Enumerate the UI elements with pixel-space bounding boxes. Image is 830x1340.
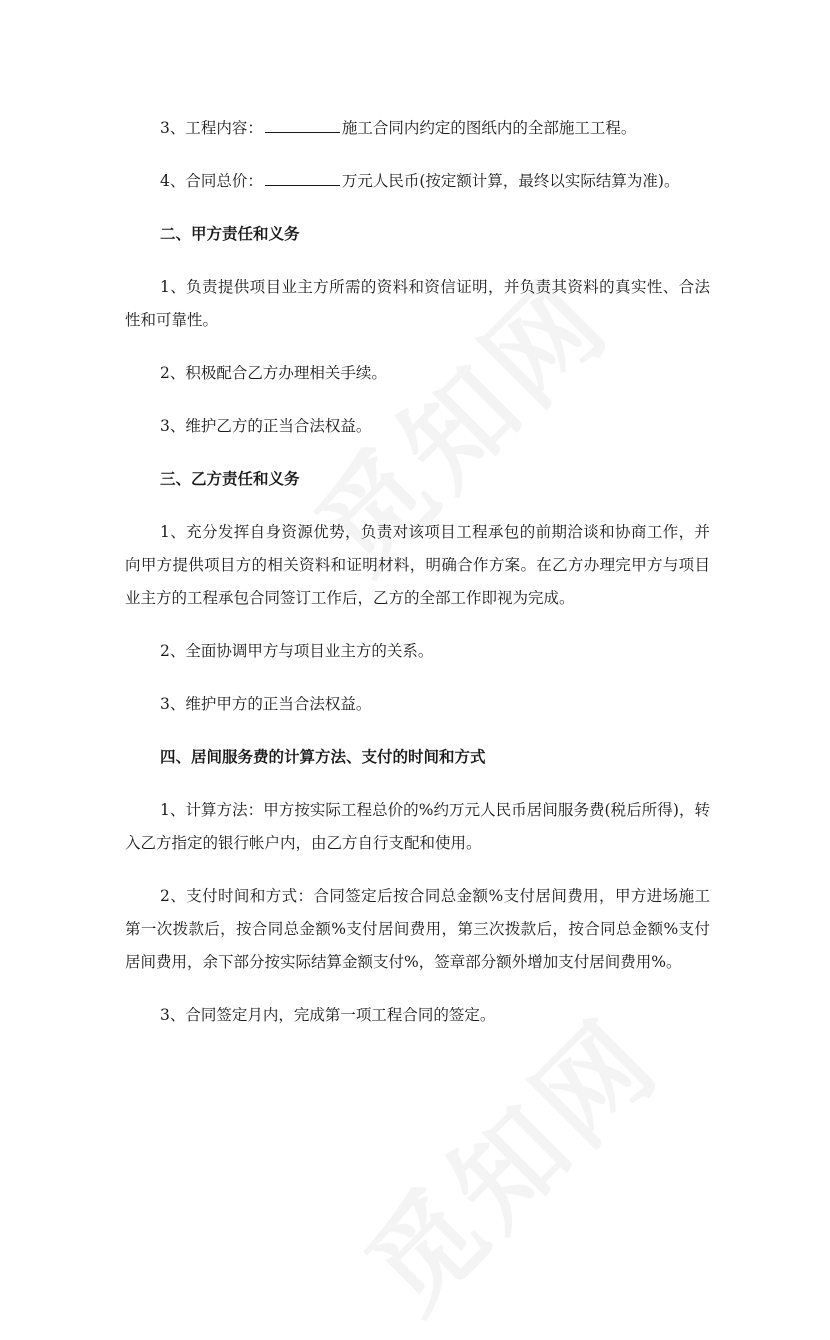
paragraph: 2、全面协调甲方与项目业主方的关系。 (160, 642, 434, 660)
paragraph: 3、维护甲方的正当合法权益。 (160, 695, 372, 713)
document-body (125, 112, 710, 1032)
contract-item-4: 4、合同总价： 万元人民币(按定额计算，最终以实际结算为准)。 (125, 165, 710, 198)
watermark (326, 978, 688, 1340)
fill-blank (265, 114, 340, 133)
paragraph: 1、负责提供项目业主方所需的资料和资信证明，并负责其资料的真实性、合法性和可靠性。 (125, 278, 710, 329)
paragraph: 3、合同签定月内，完成第一项工程合同的签定。 (160, 1006, 496, 1024)
fill-blank (265, 167, 340, 186)
paragraph: 2、支付时间和方式：合同签定后按合同总金额%支付居间费用，甲方进场施工第一次拨款后，按合同总金额%支付居间费用，第三次拨款后，按合同总金额%支付居间费用，余下部分按实际结算金额支付%，签章部分额外增加支付居间费用%。 (125, 887, 710, 971)
section-heading: 二、甲方责任和义务 (160, 225, 300, 243)
section-heading: 四、居间服务费的计算方法、支付的时间和方式 (160, 748, 486, 766)
section-heading: 三、乙方责任和义务 (160, 470, 300, 488)
contract-item-3: 3、工程内容： 施工合同内约定的图纸内的全部施工工程。 (125, 112, 710, 145)
paragraph: 2、积极配合乙方办理相关手续。 (160, 364, 387, 382)
paragraph: 3、维护乙方的正当合法权益。 (160, 417, 372, 435)
paragraph: 1、充分发挥自身资源优势，负责对该项目工程承包的前期洽谈和协商工作，并向甲方提供项目方的相关资料和证明材料，明确合作方案。在乙方办理完甲方与项目业主方的工程承包合同签订工作后，乙方的全部工作即视为完成。 (125, 523, 710, 607)
paragraph: 1、计算方法：甲方按实际工程总价的%约万元人民币居间服务费(税后所得)，转入乙方指定的银行帐户内，由乙方自行支配和使用。 (125, 801, 710, 852)
